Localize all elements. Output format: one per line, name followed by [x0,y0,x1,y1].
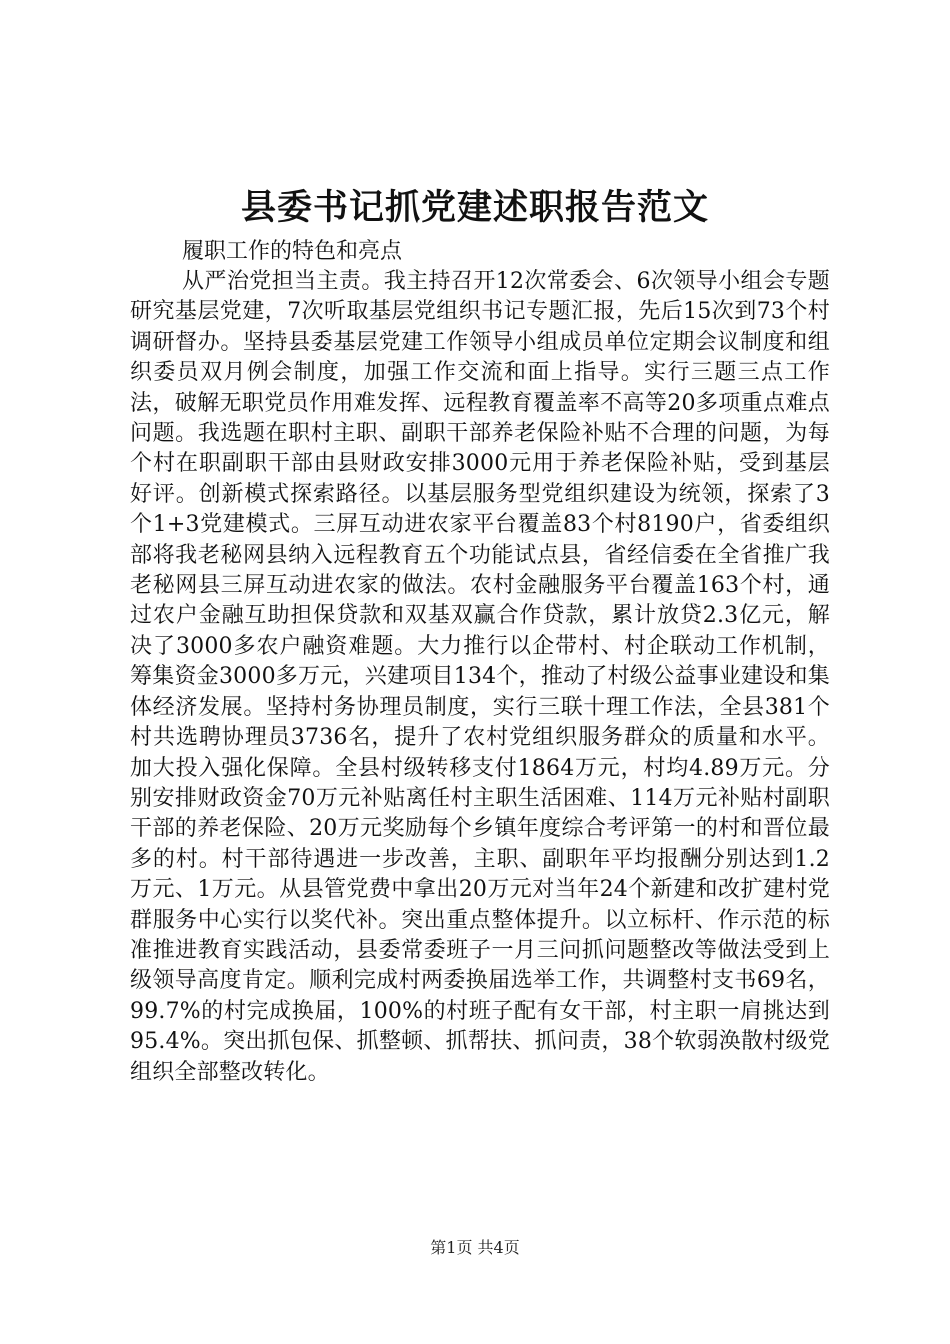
body-paragraph: 从严治党担当主责。我主持召开12次常委会、6次领导小组会专题研究基层党建，7次听取基层党组织书记专题汇报，先后15次到73个村调研督办。坚持县委基层党建工作领导小组成员单位定期会议制度和组织委员双月例会制度，加强工作交流和面上指导。实行三题三点工作法，破解无职党员作用难发挥、远程教育覆盖率不高等20多项重点难点问题。我选题在职村主职、副职干部养老保险补贴不合理的问题，为每个村在职副职干部由县财政安排3000元用于养老保险补贴，受到基层好评。创新模式探索路径。以基层服务型党组织建设为统领，探索了3个1+3党建模式。三屏互动进农家平台覆盖83个村8190户，省委组织部将我老秘网县纳入远程教育五个功能试点县，省经信委在全省推广我老秘网县三屏互动进农家的做法。农村金融服务平台覆盖163个村，通过农户金融互助担保贷款和双基双赢合作贷款，累计放贷2.3亿元，解决了3000多农户融资难题。大力推行以企带村、村企联动工作机制，筹集资金3000多万元，兴建项目134个，推动了村级公益事业建设和集体经济发展。坚持村务协理员制度，实行三联十理工作法，全县381个村共选聘协理员3736名，提升了农村党组织服务群众的质量和水平。加大投入强化保障。全县村级转移支付1864万元，村均4.89万元。分别安排财政资金70万元补贴离任村主职生活困难、114万元补贴村副职干部的养老保险、20万元奖励每个乡镇年度综合考评第一的村和晋位最多的村。村干部待遇进一步改善，主职、副职年平均报酬分别达到1.2万元、1万元。从县管党费中拿出20万元对当年24个新建和改扩建村党群服务中心实行以奖代补。突出重点整体提升。以立标杆、作示范的标准推进教育实践活动，县委常委班子一月三问抓问题整改等做法受到上级领导高度肯定。顺利完成村两委换届选举工作，共调整村支书69名，99.7%的村完成换届，100%的村班子配有女干部，村主职一肩挑达到95.4%。突出抓包保、抓整顿、抓帮扶、抓问责，38个软弱涣散村级党组织全部整改转化。 [130,269,830,1085]
page-footer: 第1页 共4页 [430,1238,520,1257]
document-title: 县委书记抓党建述职报告范文 [240,187,709,228]
section-subheading: 履职工作的特色和亮点 [182,239,403,264]
